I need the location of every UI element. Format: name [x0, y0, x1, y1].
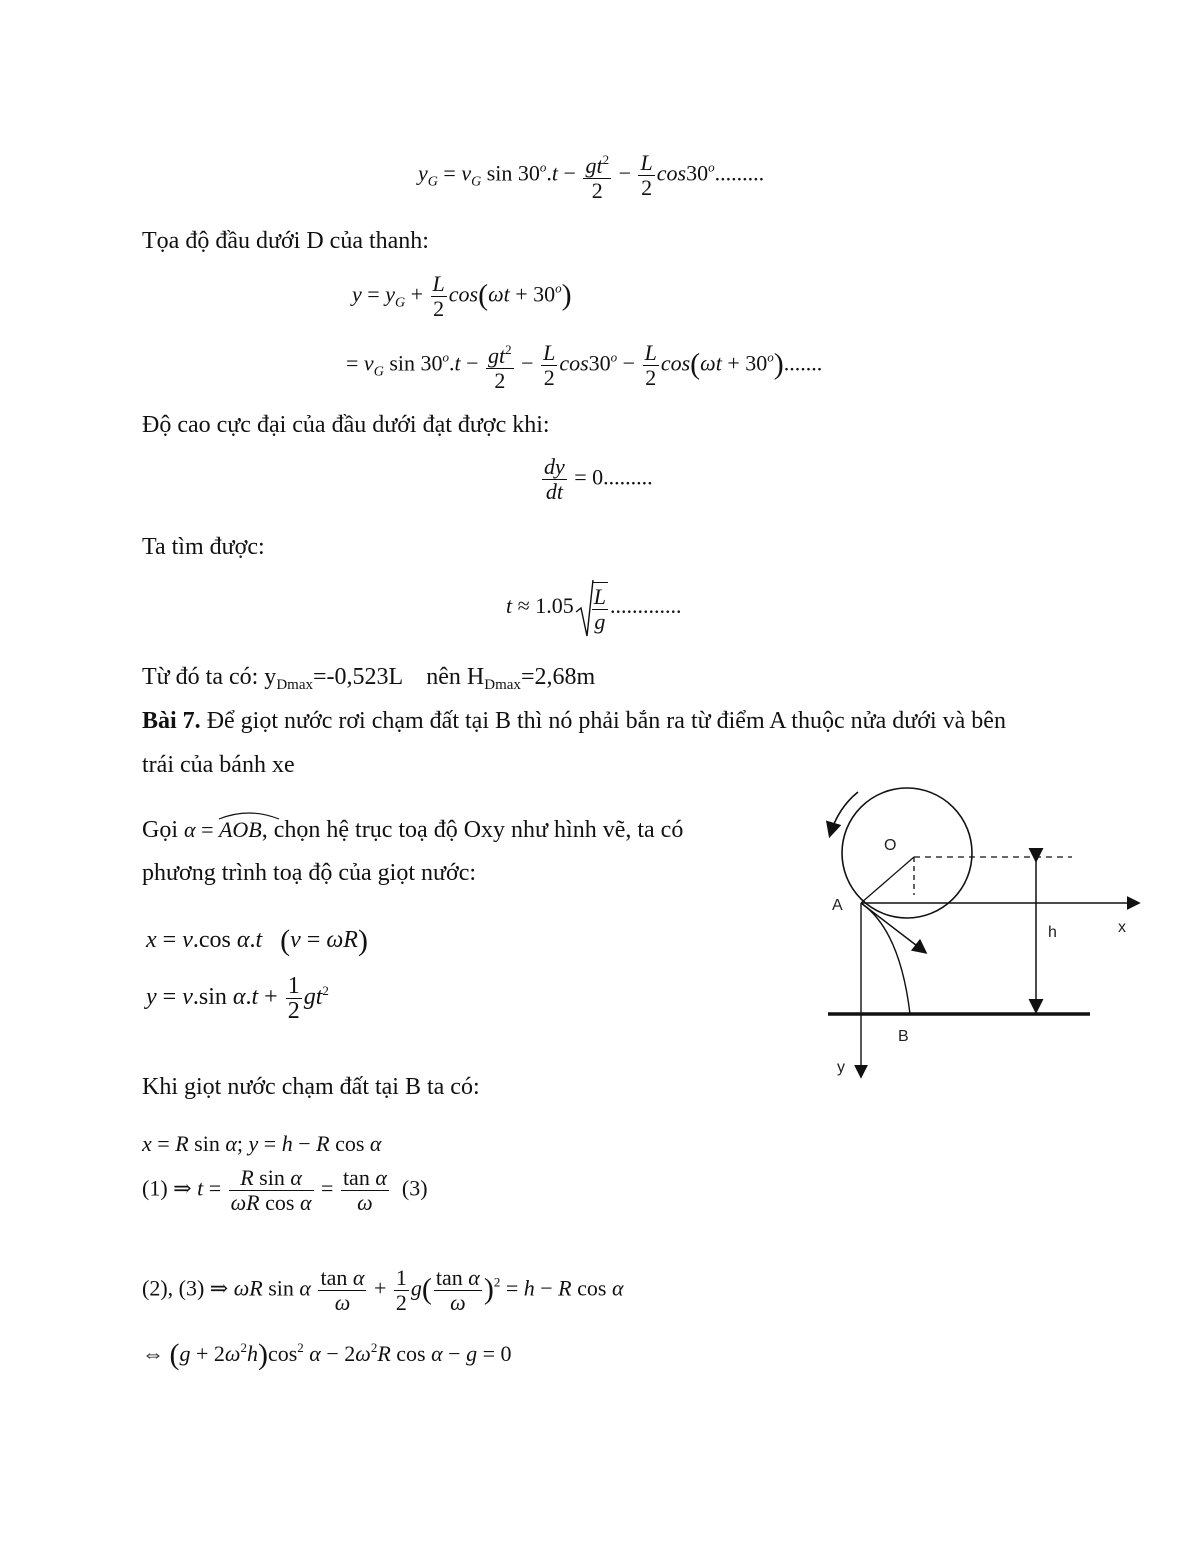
equation-yD-1: $y = y_G$ + $\frac{L}{2}$ $\cos(\omega t + 30^o)$ [352, 271, 572, 321]
text-goi-line1: Gọi α = AOB , chọn hệ trục toạ độ Oxy như hình vẽ, ta có [142, 815, 683, 845]
equation-derivative: $\frac{dy}{dt}$ = 0......... [544, 454, 653, 504]
text-bai7-line1: Bài 7. Để giọt nước rơi chạm đất tại B thì nó phải bắn ra từ điểm A thuộc nửa dưới và bên [142, 708, 1006, 734]
bai7-label: Bài 7. [142, 708, 201, 734]
wheel-circle [842, 788, 972, 918]
text-do-cao-cuc-dai: Độ cao cực đại của đầu dưới đạt được khi: [142, 412, 550, 438]
label-A: A [832, 897, 843, 914]
equation-final: ⇔ $(g + 2\omega^2h)\cos^2$ $\alpha - 2\omega^2R$ cos α − g = 0 [142, 1338, 512, 1371]
equation-3: (1) ⇒ t = $\frac{\text{R sin α}}{\text{ωR cos α}}$ = $\frac{\text{tan α}}{\omega}$ (3) [142, 1165, 428, 1215]
trajectory-curve [861, 903, 910, 1014]
sqrt-sign [574, 578, 594, 638]
arc-mark [217, 810, 281, 820]
label-O: O [884, 837, 897, 854]
rotation-arrow-icon [830, 792, 858, 835]
label-h: h [1048, 924, 1057, 941]
equation-yG: $y_G = v_G$ $\sin 30^o.t$ − $\frac{gt^2}{2}$ − $\frac{L}{2}$ cos30$^o$......... [418, 150, 765, 203]
text-ta-tim-duoc: Ta tìm được: [142, 534, 265, 560]
label-x: x [1118, 919, 1126, 936]
text-bai7-line2: trái của bánh xe [142, 752, 295, 778]
equation-x: x = v.cos α.t (v = ωR) [146, 924, 368, 957]
label-y: y [837, 1059, 845, 1076]
equation-B: x = R sin α; y = h − R cos α [142, 1131, 382, 1156]
equation-y: y = v.sin α.t + $\frac{1}{2}$ $gt^2$ [146, 973, 329, 1024]
equation-23: (2), (3) ⇒ ωR sin α $\frac{\text{tan α}}{\omega}$ + $\frac{1}{2}$ g( $\frac{\text{tan α}}{\omega}$ )$^2$ = h − R cos α [142, 1265, 624, 1315]
equation-yD-2: = $v_G$ $\sin 30^o.t$ − $\frac{gt^2}{2}$ − $\frac{L}{2}$ $\cos 30^o$ − $\frac{L}{2}$ $\cos(\omega t + 30^o)$....... [346, 340, 823, 393]
text-result: Từ đó ta có: $y_{Dmax}=-0,523L$ nên $H_{Dmax}=2,68m$ [142, 664, 596, 693]
wheel-diagram [800, 780, 1160, 1090]
label-B: B [898, 1028, 909, 1045]
equation-t: t ≈ 1.05 $\frac{L}{g}$ ............. [506, 578, 681, 638]
text-toa-do-D: Tọa độ đầu dưới D của thanh: [142, 228, 429, 254]
text-khi-giot-nuoc: Khi giọt nước chạm đất tại B ta có: [142, 1074, 480, 1100]
text-goi-line2: phương trình toạ độ của giọt nước: [142, 860, 477, 886]
